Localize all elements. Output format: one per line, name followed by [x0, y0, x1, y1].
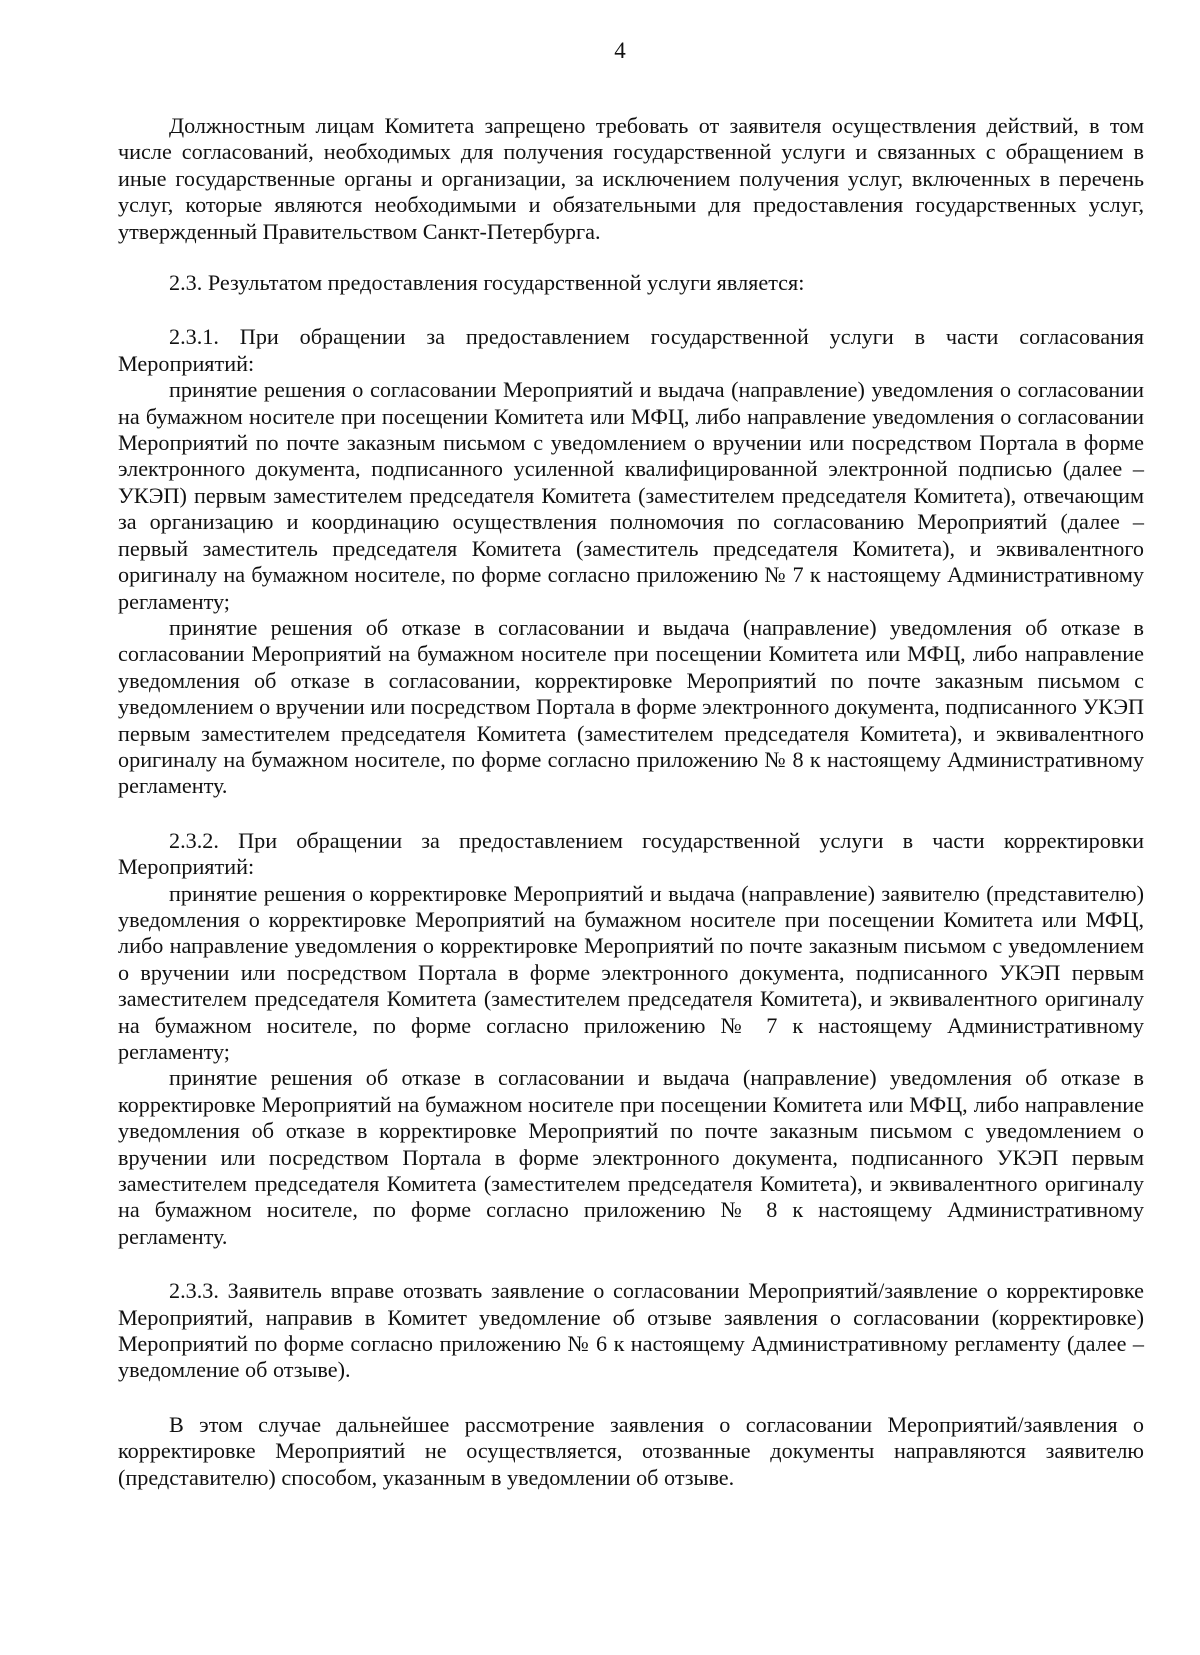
paragraph-2-3-1-approval: принятие решения о согласовании Мероприятий и выдача (направление) уведомления о согласовании на бумажном носителе при посещении Комитета или МФЦ, либо направление уведомления о согласовании Мероприятий по почте заказным письмом с уведомлением о вручении или посредством Портала в форме электронного документа, подписанного усиленной квалифицированной электронной подписью (далее – УКЭП) первым заместителем председателя Комитета (заместителем председателя Комитета), отвечающим за организацию и координацию осуществления полномочия по согласованию Мероприятий (далее – первый заместитель председателя Комитета (заместитель председателя Комитета), и эквивалентного оригиналу на бумажном носителе, по форме согласно приложению № 7 к настоящему Административному регламенту;: [118, 377, 1144, 614]
page-number: 4: [614, 38, 626, 63]
paragraph-2-3-2-heading: 2.3.2. При обращении за предоставлением государственной услуги в части корректировки Мероприятий:: [118, 827, 1144, 880]
paragraph-2-3-2-refusal: принятие решения об отказе в согласовании и выдача (направление) уведомления об отказе в корректировке Мероприятий на бумажном носителе при посещении Комитета или МФЦ, либо направление уведомления об отказе в корректировке Мероприятий по почте заказным письмом с уведомлением о вручении или посредством Портала в форме электронного документа, подписанного УКЭП первым заместителем председателя Комитета (заместителем председателя Комитета), и эквивалентного оригиналу на бумажном носителе, по форме согласно приложению № 8 к настоящему Административному регламенту.: [118, 1065, 1144, 1249]
paragraph-2-3-1-refusal: принятие решения об отказе в согласовании и выдача (направление) уведомления об отказе в согласовании Мероприятий на бумажном носителе при посещении Комитета или МФЦ, либо направление уведомления об отказе в согласовании, корректировке Мероприятий по почте заказным письмом с уведомлением о вручении или посредством Портала в форме электронного документа, подписанного УКЭП первым заместителем председателя Комитета (заместителем председателя Комитета), и эквивалентного оригиналу на бумажном носителе, по форме согласно приложению № 8 к настоящему Административному регламенту.: [118, 614, 1145, 799]
paragraph-officials-restriction: Должностным лицам Комитета запрещено требовать от заявителя осуществления действий, в том числе согласований, необходимых для получения государственной услуги и связанных с обращением в иные государственные органы и организации, за исключением получения услуг, включенных в перечень услуг, которые являются необходимыми и обязательными для предоставления государственных услуг, утвержденный Правительством Санкт-Петербурга.: [118, 113, 1144, 244]
paragraph-2-3-3-withdrawal: 2.3.3. Заявитель вправе отозвать заявление о согласовании Мероприятий/заявление о корректировке Мероприятий, направив в Комитет уведомление об отзыве заявления о согласовании (корректировке) Мероприятий по форме согласно приложению № 6 к настоящему Административному регламенту (далее – уведомление об отзыве).: [118, 1278, 1144, 1383]
document-body: [118, 113, 1144, 1491]
paragraph-2-3-2-correction: принятие решения о корректировке Мероприятий и выдача (направление) заявителю (представителю) уведомления о корректировке Мероприятий на бумажном носителе при посещении Комитета или МФЦ, либо направление уведомления о корректировке Мероприятий по почте заказным письмом с уведомлением о вручении или посредством Портала в форме электронного документа, подписанного УКЭП первым заместителем председателя Комитета (заместителем председателя Комитета), и эквивалентного оригиналу на бумажном носителе, по форме согласно приложению № 7 к настоящему Административному регламенту;: [118, 880, 1144, 1064]
paragraph-withdrawal-consequence: В этом случае дальнейшее рассмотрение заявления о согласовании Мероприятий/заявления о корректировке Мероприятий не осуществляется, отозванные документы направляются заявителю (представителю) способом, указанным в уведомлении об отзыве.: [118, 1411, 1144, 1490]
paragraph-2-3-1-heading: 2.3.1. При обращении за предоставлением государственной услуги в части согласования Мероприятий:: [118, 324, 1144, 376]
paragraph-2-3-heading: 2.3. Результатом предоставления государственной услуги является:: [169, 270, 805, 296]
